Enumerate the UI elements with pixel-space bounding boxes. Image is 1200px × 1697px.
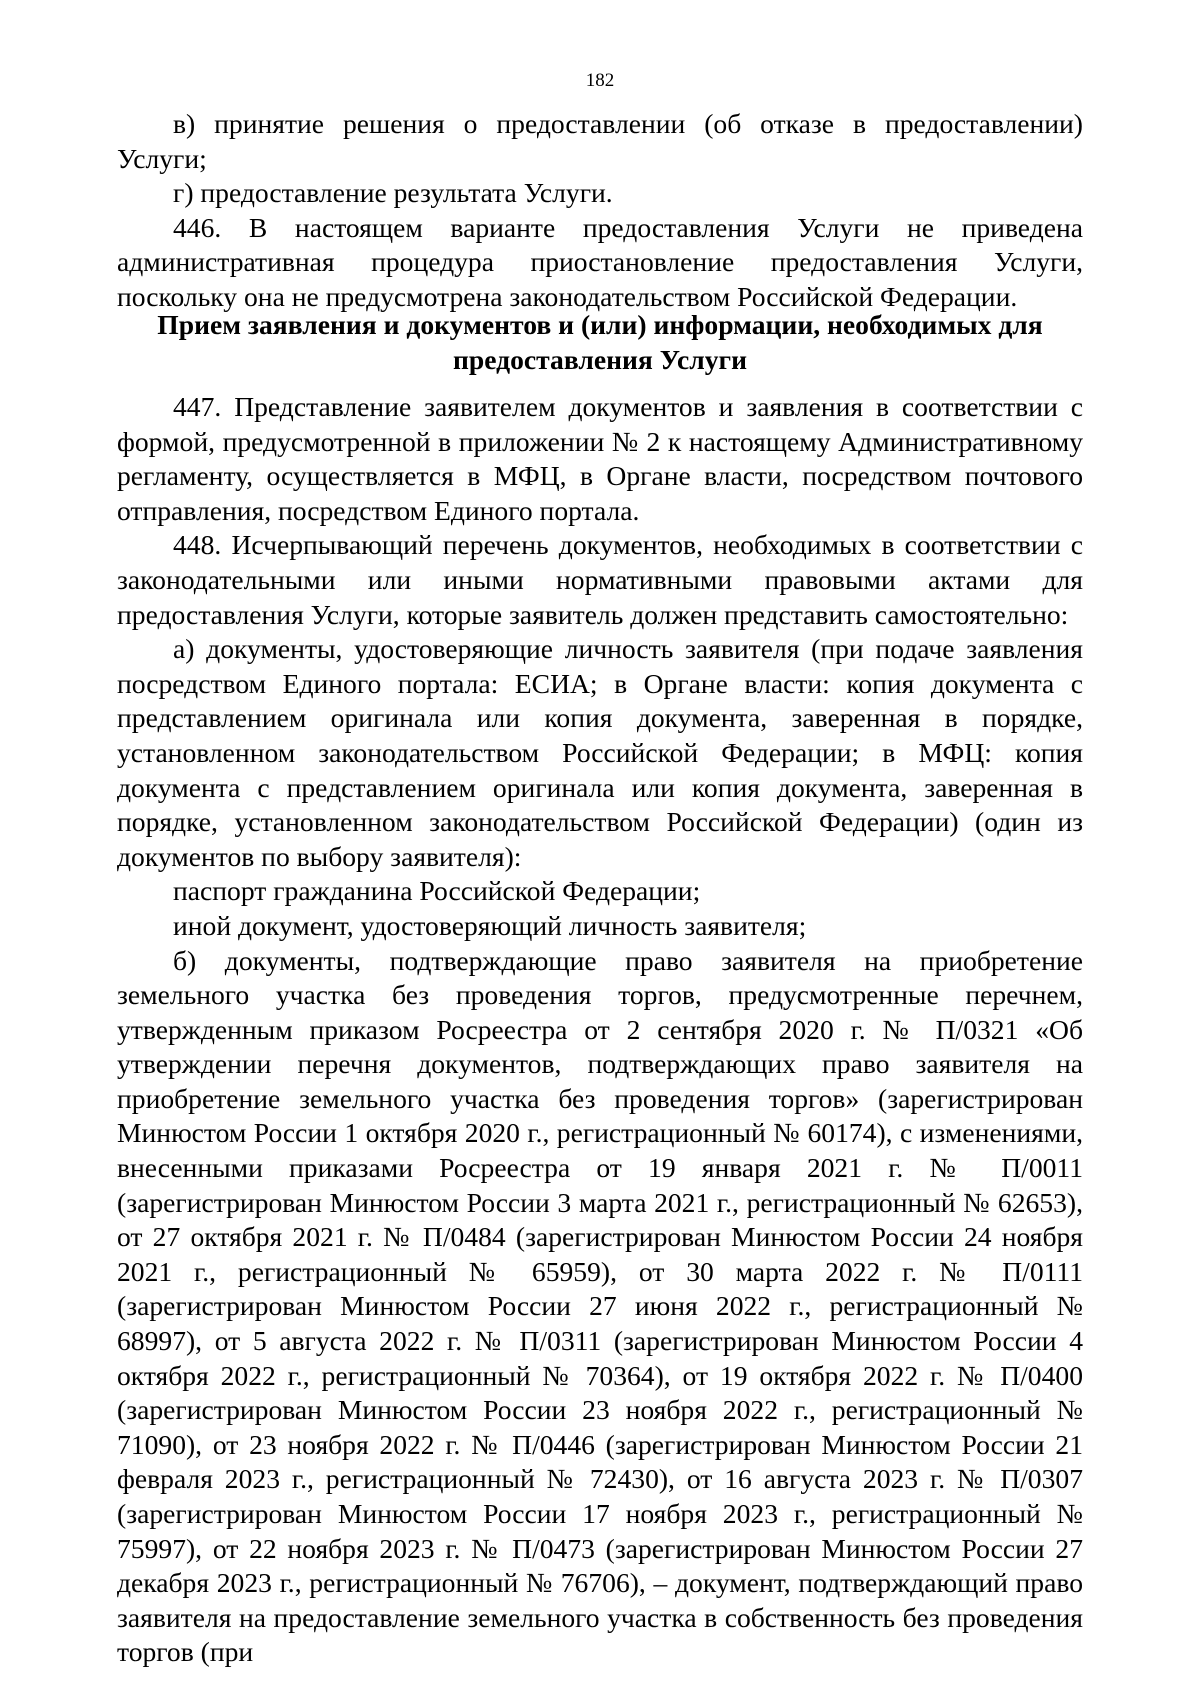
list-item-passport: паспорт гражданина Российской Федерации; (173, 875, 701, 907)
paragraph-447: 447. Представление заявителем документов и заявления в соответствии с формой, предусмотренной в приложении № 2 к настоящему Административному регламенту, осуществляется в МФЦ, в Органе власти, посредством почтового отправления, посредством Единого портала. (117, 391, 1083, 526)
main-section (117, 390, 1083, 1670)
list-item-other-document: иной документ, удостоверяющий личность заявителя; (173, 909, 807, 941)
paragraph-item-a: а) документы, удостоверяющие личность заявителя (при подаче заявления посредством Единого портала: ЕСИА; в Органе власти: копия документа с представлением оригинала или копия документа, заверенная в порядке, установленном законодательством Российской Федерации; в МФЦ: копия документа с представлением оригинала или копия документа, заверенная в порядке, установленном законодательством Российской Федерации) (один из документов по выбору заявителя): (117, 633, 1083, 872)
section-heading: Прием заявления и документов и (или) информации, необходимых для предоставления Услуги (157, 309, 1043, 375)
paragraph-item-v: в) принятие решения о предоставлении (об отказе в предоставлении) Услуги; (117, 108, 1083, 174)
intro-section (117, 107, 1083, 315)
paragraph-448: 448. Исчерпывающий перечень документов, необходимых в соответствии с законодательными или иными нормативными правовыми актами для предоставления Услуги, которые заявитель должен представить самостоятельно: (117, 529, 1083, 630)
paragraph-item-g: г) предоставление результата Услуги. (173, 177, 613, 209)
page-number: 182 (585, 70, 615, 91)
paragraph-item-b: б) документы, подтверждающие право заявителя на приобретение земельного участка без проведения торгов, предусмотренные перечнем, утвержденным приказом Росреестра от 2 сентября 2020 г. № П/0321 «Об утверждении перечня документов, подтверждающих право заявителя на приобретение земельного участка без проведения торгов» (зарегистрирован Минюстом России 1 октября 2020 г., регистрационный № 60174), с изменениями, внесенными приказами Росреестра от 19 января 2021 г. № П/0011 (зарегистрирован Минюстом России 3 марта 2021 г., регистрационный № 62653), от 27 октября 2021 г. № П/0484 (зарегистрирован Минюстом России 24 ноября 2021 г., регистрационный № 65959), от 30 марта 2022 г. № П/0111 (зарегистрирован Минюстом России 27 июня 2022 г., регистрационный № 68997), от 5 августа 2022 г. № П/0311 (зарегистрирован Минюстом России 4 октября 2022 г., регистрационный № 70364), от 19 октября 2022 г. № П/0400 (зарегистрирован Минюстом России 23 ноября 2022 г., регистрационный № 71090), от 23 ноября 2022 г. № П/0446 (зарегистрирован Минюстом России 21 февраля 2023 г., регистрационный № 72430), от 16 августа 2023 г. № П/0307 (зарегистрирован Минюстом России 17 ноября 2023 г., регистрационный № 75997), от 22 ноября 2023 г. № П/0473 (зарегистрирован Минюстом России 27 декабря 2023 г., регистрационный № 76706), – документ, подтверждающий право заявителя на предоставление земельного участка в собственность без проведения торгов (при (117, 944, 1083, 1668)
paragraph-446: 446. В настоящем варианте предоставления Услуги не приведена административная процедура приостановление предоставления Услуги, поскольку она не предусмотрена законодательством Российской Федерации. (117, 211, 1083, 312)
